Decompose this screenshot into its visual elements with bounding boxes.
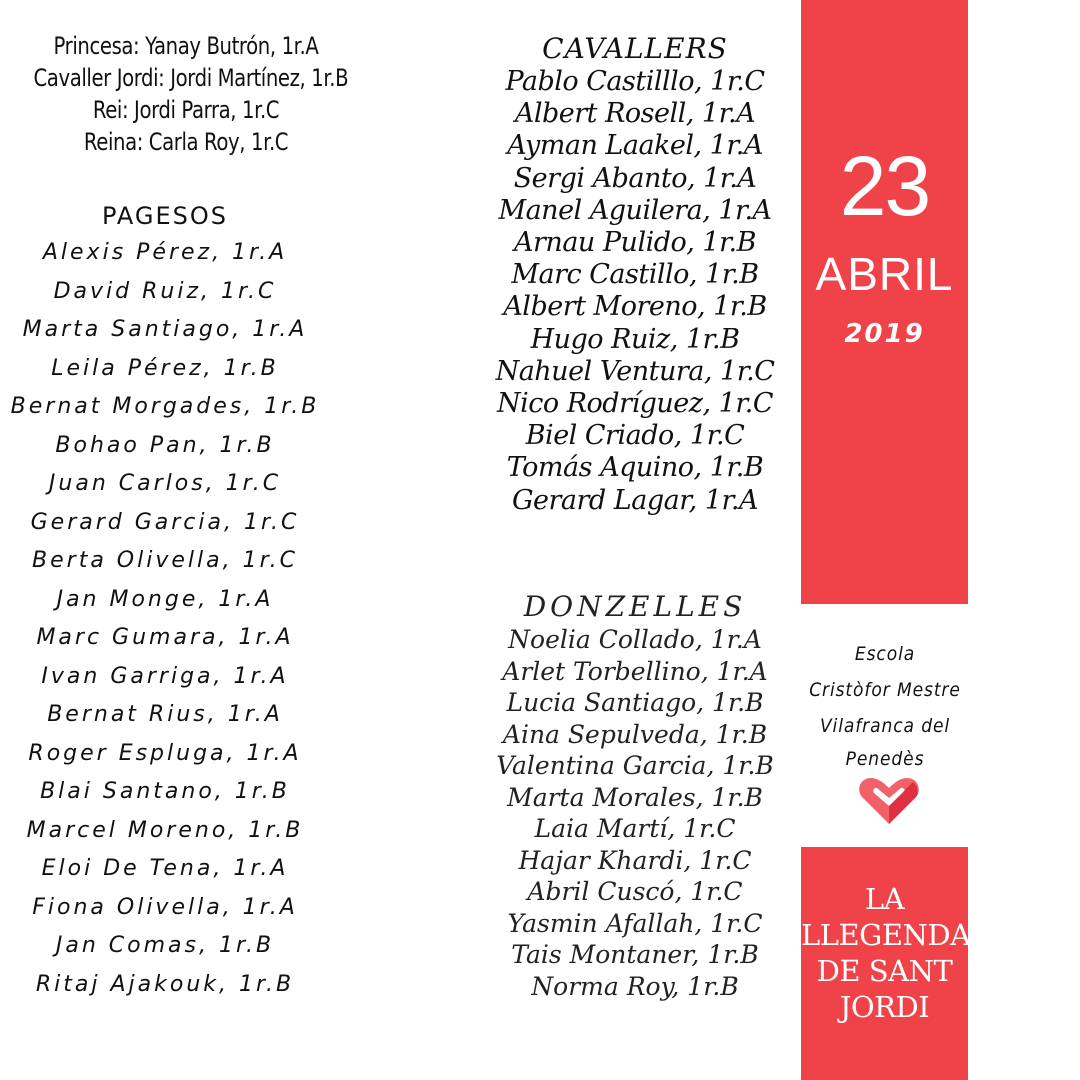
- list-item: Bernat Morgades, 1r.B: [10, 394, 320, 419]
- list-item: Marc Castillo, 1r.B: [511, 259, 759, 291]
- donzelles-heading: DONZELLES: [523, 590, 747, 623]
- list-item: Blai Santano, 1r.B: [40, 779, 290, 804]
- list-item: Alexis Pérez, 1r.A: [42, 240, 288, 265]
- cavallers-heading: CAVALLERS: [542, 32, 728, 65]
- list-item: Arnau Pulido, 1r.B: [514, 227, 756, 259]
- list-item: David Ruiz, 1r.C: [53, 278, 277, 304]
- list-item: Norma Roy, 1r.B: [531, 971, 739, 1001]
- list-item: Leila Pérez, 1r.B: [51, 355, 279, 381]
- list-item: Valentina Garcia, 1r.B: [496, 751, 774, 780]
- list-item: Hajar Khardi, 1r.C: [518, 845, 752, 875]
- list-item: Marc Gumara, 1r.A: [36, 625, 294, 650]
- school-line: Escola: [854, 643, 916, 665]
- list-item: Berta Olivella, 1r.C: [32, 548, 298, 573]
- date-year: 2019: [844, 319, 925, 349]
- role-princesa: Princesa: Yanay Butrón, 1r.A: [53, 32, 319, 60]
- list-item: Nico Rodríguez, 1r.C: [496, 388, 774, 420]
- role-cavaller-jordi: Cavaller Jordi: Jordi Martínez, 1r.B: [33, 64, 349, 92]
- list-item: Tais Montaner, 1r.B: [511, 940, 759, 969]
- list-item: Bohao Pan, 1r.B: [55, 432, 275, 458]
- date-month: ABRIL: [815, 248, 954, 300]
- list-item: Aina Sepulveda, 1r.B: [502, 719, 768, 749]
- school-line: Penedès: [845, 748, 925, 770]
- list-item: Sergi Abanto, 1r.A: [513, 162, 757, 194]
- legend-line: JORDI: [839, 990, 930, 1024]
- list-item: Nahuel Ventura, 1r.C: [495, 355, 775, 387]
- school-line: Vilafranca del: [819, 715, 951, 737]
- list-item: Ayman Laakel, 1r.A: [507, 130, 763, 162]
- list-item: Marta Morales, 1r.B: [507, 782, 763, 812]
- pagesos-list: [0, 198, 330, 1004]
- list-item: Yasmin Afallah, 1r.C: [507, 908, 763, 938]
- list-item: Manel Aguilera, 1r.A: [498, 194, 772, 226]
- role-rei: Rei: Jordi Parra, 1r.C: [92, 96, 280, 124]
- heart-icon: [858, 776, 920, 826]
- school-name: [792, 636, 978, 774]
- donzelles-list: [480, 590, 790, 1002]
- school-line: Cristòfor Mestre: [809, 679, 961, 701]
- list-item: Biel Criado, 1r.C: [525, 420, 745, 452]
- legend-title: [801, 881, 971, 1025]
- list-item: Ritaj Ajakouk, 1r.B: [35, 971, 295, 997]
- list-item: Juan Carlos, 1r.C: [48, 471, 282, 496]
- list-item: Albert Rosell, 1r.A: [514, 98, 756, 130]
- list-item: Marta Santiago, 1r.A: [22, 317, 308, 342]
- list-item: Laia Martí, 1r.C: [534, 814, 736, 843]
- list-item: Lucia Santiago, 1r.B: [506, 688, 764, 717]
- list-item: Jan Monge, 1r.A: [56, 586, 274, 612]
- list-item: Hugo Ruiz, 1r.B: [530, 323, 740, 355]
- list-item: Jan Comas, 1r.B: [55, 933, 275, 958]
- date-day: 23: [839, 139, 930, 233]
- list-item: Albert Moreno, 1r.B: [503, 291, 767, 323]
- list-item: Roger Espluga, 1r.A: [28, 740, 302, 766]
- legend-line: LLEGENDA: [801, 918, 971, 952]
- list-item: Abril Cuscó, 1r.C: [527, 877, 743, 906]
- list-item: Eloi De Tena, 1r.A: [41, 856, 289, 881]
- legend-panel: [801, 847, 971, 1080]
- list-item: Gerard Garcia, 1r.C: [30, 509, 300, 535]
- list-item: Gerard Lagar, 1r.A: [511, 484, 759, 516]
- roles-list: [33, 30, 349, 158]
- date-panel: [801, 0, 968, 604]
- list-item: Marcel Moreno, 1r.B: [26, 817, 304, 843]
- list-item: Pablo Castilllo, 1r.C: [505, 66, 765, 97]
- cavallers-list: [480, 32, 790, 517]
- list-item: Arlet Torbellino, 1r.A: [502, 656, 768, 686]
- legend-line: DE SANT: [816, 954, 953, 988]
- role-reina: Reina: Carla Roy, 1r.C: [83, 128, 289, 156]
- list-item: Fiona Olivella, 1r.A: [32, 894, 298, 920]
- list-item: Bernat Rius, 1r.A: [47, 702, 283, 727]
- legend-line: LA: [864, 882, 905, 916]
- list-item: Noelia Collado, 1r.A: [508, 625, 762, 654]
- list-item: Ivan Garriga, 1r.A: [41, 663, 289, 689]
- pagesos-heading: PAGESOS: [101, 202, 229, 230]
- list-item: Tomás Aquino, 1r.B: [506, 452, 764, 484]
